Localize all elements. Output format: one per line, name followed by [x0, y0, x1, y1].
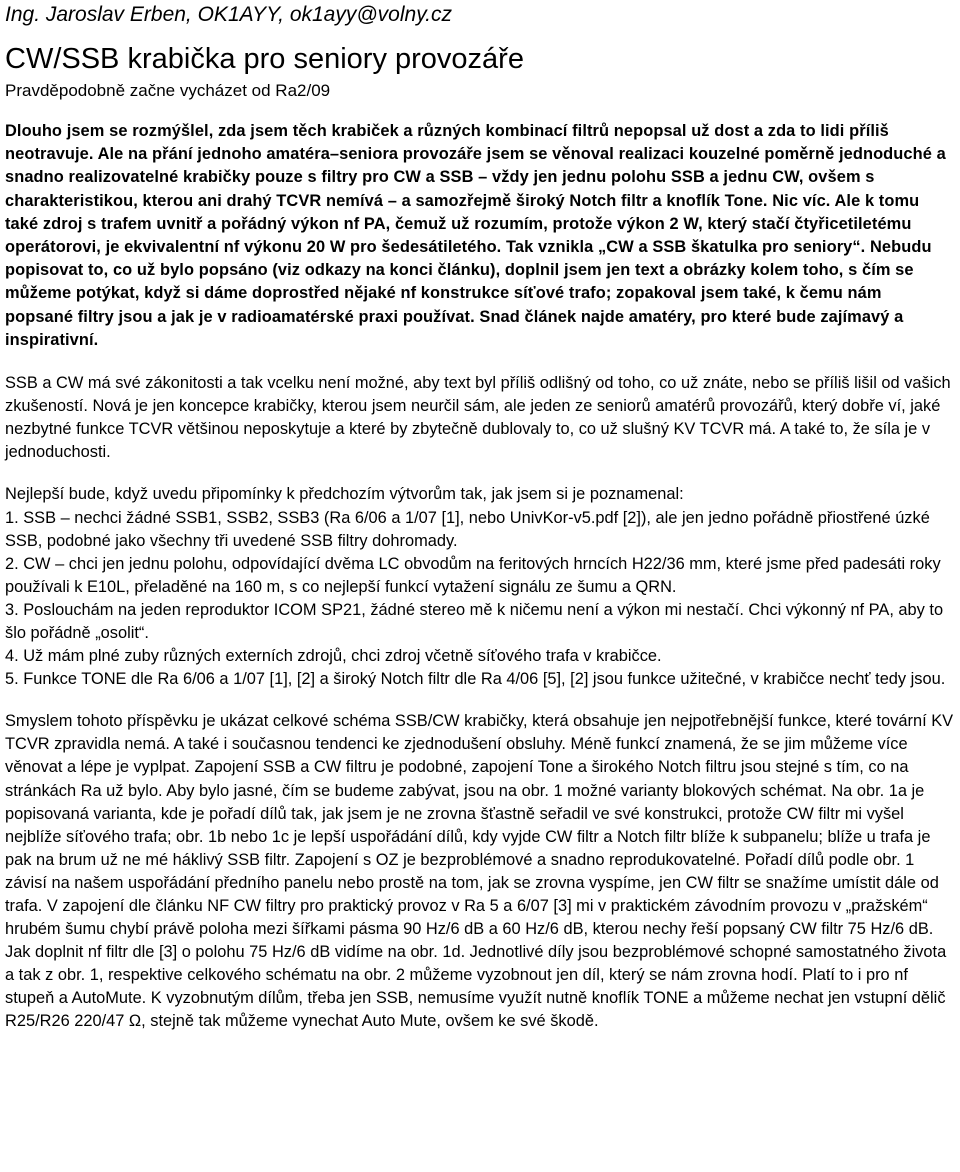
article-subtitle: Pravděpodobně začne vycházet od Ra2/09 — [5, 81, 331, 100]
paragraph-context: SSB a CW má své zákonitosti a tak vcelku není možné, aby text byl příliš odlišný od toho, co už znáte, nebo se příliš lišil od vašich zkušeností. Nová je jen koncepce krabičky, kterou jsem neurčil sám, ale jeden ze seniorů amatérů provozářů, který dobře ví, jaké nezbytné funkce TCVR většinou neposkytuje a které by zbytečně dublovaly to, co už slušný KV TCVR má. A také to, že síla je v jednoduchosti. — [5, 374, 951, 462]
list-item-speaker: 3. Poslouchám na jeden reproduktor ICOM SP21, žádné stereo mě k ničemu není a výkon mi nestačí. Chci výkonný nf PA, aby to šlo pořádně „osolit“. — [5, 600, 944, 642]
list-intro: Nejlepší bude, když uvedu připomínky k předchozím výtvorům tak, jak jsem si je poznamenal: — [5, 485, 684, 504]
list-item-ssb: 1. SSB – nechci žádné SSB1, SSB2, SSB3 (Ra 6/06 a 1/07 [1], nebo UnivKor-v5.pdf [2]), ale jen jedno pořádně přiostřené úzké SSB, podobné jako všechny tři uvedené SSB filtry dohromady. — [5, 508, 930, 550]
intro-paragraph: Dlouho jsem se rozmýšlel, zda jsem těch krabiček a různých kombinací filtrů nepopsal už dost a zda to lidi příliš neotravuje. Ale na přání jednoho amatéra–seniora provozáře jsem se věnoval realizaci kouzelné poměrně jednoduché a snadno realizovatelné krabičky pouze s filtry pro CW a SSB – vždy jen jednu polohu SSB a jednu CW, ovšem s charakteristikou, kterou ani drahý TCVR nemívá – a samozřejmě široký Notch filtr a knoflík Tone. Nic víc. Ale k tomu také zdroj s trafem uvnitř a pořádný výkon nf PA, čemuž už rozumím, protože výkon 2 W, který stačí čtyřicetiletému operátorovi, je ekvivalentní nf výkonu 20 W pro šedesátiletého. Tak vznikla „CW a SSB škatulka pro seniory“. Nebudu popisovat to, co už bylo popsáno (viz odkazy na konci článku), doplnil jsem jen text a obrázky kolem toho, s čím se můžeme potýkat, když si dáme doprostřed nějaké nf konstrukce síťové trafo; zopakoval jsem také, k čemu nám popsané filtry jsou a jak je v radioamatérské praxi používat. Snad článek najde amatéry, pro které bude zajímavý a inspirativní. — [5, 122, 946, 349]
list-item-cw: 2. CW – chci jen jednu polohu, odpovídající dvěma LC obvodům na feritových hrncích H22/36 mm, které jsme před padesáti roky používali k E10L, přeladěné na 160 m, s co nejlepší funkcí vytažení signálu ze šumu a QRN. — [5, 554, 941, 596]
paragraph-purpose: Smyslem tohoto příspěvku je ukázat celkové schéma SSB/CW krabičky, která obsahuje jen nejpotřebnější funkce, které tovární KV TCVR zpravidla nemá. A také i současnou tendenci ke zjednodušení obsluhy. Méně funkcí znamená, že se jim můžeme více věnovat a lépe je vyplpat. Zapojení SSB a CW filtru je podobné, zapojení Tone a širokého Notch filtru jsou stejné s tím, co na stránkách Ra už bylo. Aby bylo jasné, čím se budeme zabývat, jsou na obr. 1 možné varianty blokových schémat. Na obr. 1a je popisovaná varianta, kde je pořadí dílů tak, jak jsem je ne zrovna šťastně seřadil ve své konstrukci, protože CW filtr mi vyšel nejblíže síťového trafa; obr. 1b nebo 1c je lepší uspořádání dílů, kdy vyjde CW filtr a Notch filtr blíže k subpanelu; blíže u trafa je pak na brum už ne mé háklivý SSB filtr. Zapojení s OZ je bezproblémové a snadno reprodukovatelné. Pořadí dílů podle obr. 1 závisí na našem uspořádání předního panelu nebo prostě na tom, jak se zrovna vyspíme, jen CW filtr se snažíme umístit dále od trafa. V zapojení dle článku NF CW filtry pro praktický provoz v Ra 5 a 6/07 [3] mi v praktickém závodním provozu v „pražském“ hrubém šumu chybí právě poloha mezi šířkami pásma 90 Hz/6 dB a 60 Hz/6 dB, kterou nechy řeší popsaný CW filtr 75 Hz/6 dB. Jak doplnit nf filtr dle [3] o polohu 75 Hz/6 dB vidíme na obr. 1d. Jednotlivé díly jsou bezproblémové schopné samostatného života a tak z obr. 1, respektive celkového schématu na obr. 2 můžeme vyzobnout jen díl, který se nám zrovna hodí. Platí to i pro nf stupeň a AutoMute. K vyzobnutým dílům, třeba jen SSB, nemusíme využít nutně knoflík TONE a můžeme nechat jen vstupní dělič R25/R26 220/47 Ω, stejně tak můžeme vynechat Auto Mute, ovšem ke své škodě. — [5, 712, 954, 1031]
list-item-tone-notch: 5. Funkce TONE dle Ra 6/06 a 1/07 [1], [2] a široký Notch filtr dle Ra 4/06 [5], [2] jsou funkce užitečné, v krabičce nechť tedy jsou. — [5, 670, 946, 689]
article-title: CW/SSB krabička pro seniory provozáře — [5, 43, 524, 75]
author-line: Ing. Jaroslav Erben, OK1AYY, ok1ayy@volny.cz — [5, 3, 452, 26]
requirements-list — [5, 483, 954, 691]
list-item-power-supply: 4. Už mám plné zuby různých externích zdrojů, chci zdroj včetně síťového trafa v krabičce. — [5, 647, 662, 666]
